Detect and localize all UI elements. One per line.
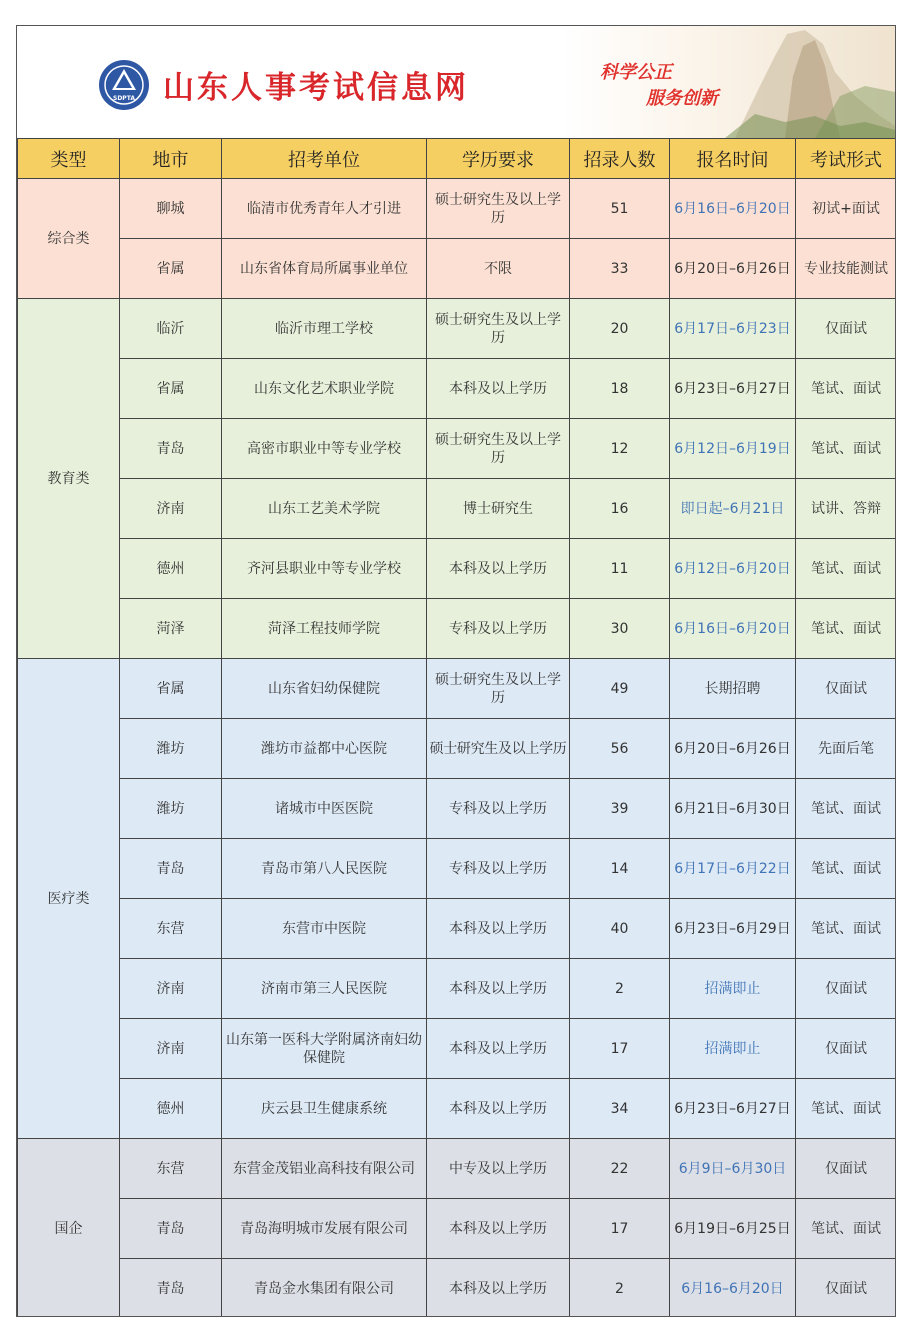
time-cell: 6月23日–6月27日 [670,359,796,419]
unit-cell: 潍坊市益都中心医院 [222,719,427,779]
city-cell: 省属 [120,359,222,419]
sdpta-logo-mark-icon [99,60,149,110]
education-cell: 本科及以上学历 [427,359,570,419]
time-cell: 6月21日–6月30日 [670,779,796,839]
education-cell: 本科及以上学历 [427,959,570,1019]
count-cell: 22 [570,1139,670,1199]
table-row [18,899,897,959]
exam-cell: 仅面试 [796,1019,897,1079]
city-cell: 省属 [120,239,222,299]
city-cell: 潍坊 [120,779,222,839]
slogan-line-2: 服务创新 [646,88,718,109]
count-cell: 12 [570,419,670,479]
recruitment-table [17,138,896,1317]
exam-cell: 笔试、面试 [796,359,897,419]
table-row [18,599,897,659]
time-cell: 6月19日–6月25日 [670,1199,796,1259]
education-cell: 硕士研究生及以上学历 [427,299,570,359]
col-header-education: 学历要求 [427,139,570,179]
sdpta-logo [99,60,149,110]
col-header-type: 类型 [18,139,120,179]
exam-cell: 仅面试 [796,299,897,359]
unit-cell: 山东省妇幼保健院 [222,659,427,719]
unit-cell: 济南市第三人民医院 [222,959,427,1019]
exam-cell: 先面后笔 [796,719,897,779]
city-cell: 临沂 [120,299,222,359]
table-row [18,1259,897,1318]
city-cell: 省属 [120,659,222,719]
unit-cell: 青岛金水集团有限公司 [222,1259,427,1318]
time-cell: 6月9日–6月30日 [670,1139,796,1199]
table-row [18,359,897,419]
logo-text: SDPTA [113,95,135,102]
unit-cell: 诸城市中医医院 [222,779,427,839]
unit-cell: 山东省体育局所属事业单位 [222,239,427,299]
education-cell: 本科及以上学历 [427,1019,570,1079]
city-cell: 菏泽 [120,599,222,659]
count-cell: 39 [570,779,670,839]
table-row [18,719,897,779]
col-header-exam: 考试形式 [796,139,897,179]
time-cell: 6月23日–6月27日 [670,1079,796,1139]
education-cell: 不限 [427,239,570,299]
slogan-line-1: 科学公正 [600,62,672,83]
site-banner [17,26,895,141]
unit-cell: 山东第一医科大学附属济南妇幼保健院 [222,1019,427,1079]
exam-cell: 笔试、面试 [796,1079,897,1139]
count-cell: 14 [570,839,670,899]
unit-cell: 临沂市理工学校 [222,299,427,359]
table-row [18,1139,897,1199]
category-cell: 综合类 [18,179,120,299]
city-cell: 青岛 [120,839,222,899]
table-row [18,1079,897,1139]
count-cell: 18 [570,359,670,419]
table-row [18,299,897,359]
time-cell: 招满即止 [670,1019,796,1079]
table-row [18,959,897,1019]
unit-cell: 东营市中医院 [222,899,427,959]
unit-cell: 山东文化艺术职业学院 [222,359,427,419]
city-cell: 济南 [120,479,222,539]
education-cell: 本科及以上学历 [427,899,570,959]
table-row [18,419,897,479]
count-cell: 2 [570,1259,670,1318]
category-cell: 医疗类 [18,659,120,1139]
col-header-count: 招录人数 [570,139,670,179]
unit-cell: 东营金茂铝业高科技有限公司 [222,1139,427,1199]
table-row [18,479,897,539]
education-cell: 硕士研究生及以上学历 [427,659,570,719]
count-cell: 49 [570,659,670,719]
education-cell: 专科及以上学历 [427,839,570,899]
site-title: 山东人事考试信息网 [163,70,469,106]
unit-cell: 齐河县职业中等专业学校 [222,539,427,599]
time-cell: 6月16–6月20日 [670,1259,796,1318]
unit-cell: 高密市职业中等专业学校 [222,419,427,479]
table-row [18,659,897,719]
table-row [18,839,897,899]
exam-cell: 仅面试 [796,1139,897,1199]
count-cell: 17 [570,1019,670,1079]
time-cell: 6月16日–6月20日 [670,179,796,239]
time-cell: 6月17日–6月23日 [670,299,796,359]
education-cell: 本科及以上学历 [427,1259,570,1318]
count-cell: 17 [570,1199,670,1259]
education-cell: 专科及以上学历 [427,599,570,659]
time-cell: 6月20日–6月26日 [670,719,796,779]
city-cell: 德州 [120,1079,222,1139]
education-cell: 硕士研究生及以上学历 [427,179,570,239]
exam-cell: 笔试、面试 [796,599,897,659]
category-cell: 教育类 [18,299,120,659]
exam-cell: 笔试、面试 [796,899,897,959]
col-header-unit: 招考单位 [222,139,427,179]
exam-cell: 笔试、面试 [796,419,897,479]
unit-cell: 山东工艺美术学院 [222,479,427,539]
unit-cell: 庆云县卫生健康系统 [222,1079,427,1139]
mountain-image [665,26,895,138]
city-cell: 青岛 [120,1199,222,1259]
exam-cell: 笔试、面试 [796,839,897,899]
count-cell: 30 [570,599,670,659]
count-cell: 20 [570,299,670,359]
recruitment-table-frame [16,25,896,1317]
unit-cell: 临清市优秀青年人才引进 [222,179,427,239]
time-cell: 长期招聘 [670,659,796,719]
time-cell: 6月12日–6月19日 [670,419,796,479]
table-row [18,1019,897,1079]
count-cell: 51 [570,179,670,239]
count-cell: 16 [570,479,670,539]
exam-cell: 笔试、面试 [796,539,897,599]
count-cell: 11 [570,539,670,599]
exam-cell: 仅面试 [796,959,897,1019]
time-cell: 招满即止 [670,959,796,1019]
city-cell: 济南 [120,959,222,1019]
city-cell: 德州 [120,539,222,599]
table-row [18,179,897,239]
education-cell: 本科及以上学历 [427,539,570,599]
education-cell: 硕士研究生及以上学历 [427,419,570,479]
education-cell: 博士研究生 [427,479,570,539]
exam-cell: 试讲、答辩 [796,479,897,539]
time-cell: 6月12日–6月20日 [670,539,796,599]
unit-cell: 青岛海明城市发展有限公司 [222,1199,427,1259]
exam-cell: 笔试、面试 [796,1199,897,1259]
category-cell: 国企 [18,1139,120,1318]
time-cell: 6月16日–6月20日 [670,599,796,659]
table-row [18,539,897,599]
city-cell: 东营 [120,1139,222,1199]
count-cell: 34 [570,1079,670,1139]
exam-cell: 初试+面试 [796,179,897,239]
table-header-row [18,139,897,179]
unit-cell: 菏泽工程技师学院 [222,599,427,659]
time-cell: 6月23日–6月29日 [670,899,796,959]
table-row [18,1199,897,1259]
education-cell: 中专及以上学历 [427,1139,570,1199]
count-cell: 33 [570,239,670,299]
unit-cell: 青岛市第八人民医院 [222,839,427,899]
exam-cell: 仅面试 [796,659,897,719]
city-cell: 东营 [120,899,222,959]
count-cell: 40 [570,899,670,959]
time-cell: 6月20日–6月26日 [670,239,796,299]
city-cell: 青岛 [120,1259,222,1318]
time-cell: 即日起–6月21日 [670,479,796,539]
table-row [18,239,897,299]
table-row [18,779,897,839]
count-cell: 2 [570,959,670,1019]
time-cell: 6月17日–6月22日 [670,839,796,899]
education-cell: 本科及以上学历 [427,1079,570,1139]
count-cell: 56 [570,719,670,779]
education-cell: 专科及以上学历 [427,779,570,839]
col-header-time: 报名时间 [670,139,796,179]
education-cell: 硕士研究生及以上学历 [427,719,570,779]
exam-cell: 专业技能测试 [796,239,897,299]
city-cell: 青岛 [120,419,222,479]
col-header-city: 地市 [120,139,222,179]
city-cell: 济南 [120,1019,222,1079]
exam-cell: 笔试、面试 [796,779,897,839]
city-cell: 潍坊 [120,719,222,779]
education-cell: 本科及以上学历 [427,1199,570,1259]
city-cell: 聊城 [120,179,222,239]
exam-cell: 仅面试 [796,1259,897,1318]
